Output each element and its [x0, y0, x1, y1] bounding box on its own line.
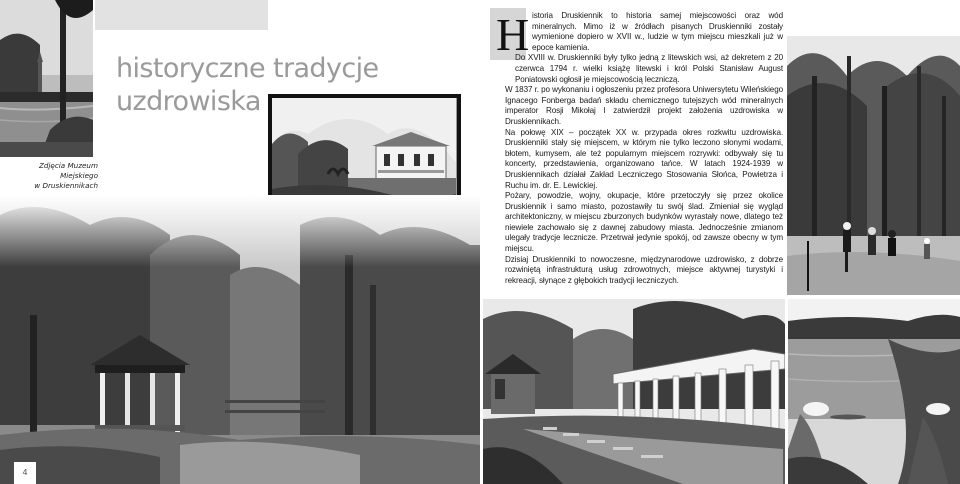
photo-caption: [8, 161, 98, 191]
paragraph-2: Do XVIII w. Druskienniki były tylko jedną z litewskich wsi, aż dekretem z 20 czerwca 1794 r. wielki książę litewski i król Polski Stanisław August Poniatowski ogłosił je miejscowością leczniczą.: [515, 53, 783, 84]
caption-line-1: Zdjęcia Muzeum Miejskiego: [38, 161, 98, 180]
right-page: [480, 0, 960, 484]
title-line-1: historyczne tradycje: [116, 53, 379, 84]
paragraph-4: Na połowę XIX – początek XX w. przypada okres rozkwitu uzdrowiska. Druskienniki stały się miejscem, w którym nie tylko leczono słonymi wodami, błotem, kumysem, ale też popularnym miejscem rozrywki: odbywały się tu koncerty, przedstawienia, organizowano tańce. W latach 1924-1939 w Druskiennikach działał Zakład Leczniczego Stosowania Słońca, Powietrza i Ruchu im. dr. E. Lewickiej.: [505, 127, 783, 190]
paragraph-3: W 1837 r. po wykonaniu i ogłoszeniu przez profesora Uniwersytetu Wileńskiego Ignacego Fonberga badań składu chemicznego tutejszych wód mineralnych imperator Rosji Mikołaj I zatwierdził projekt założenia uzdrowiska w Druskiennikach.: [505, 85, 783, 126]
photo-river-bathers: [788, 299, 960, 484]
photo-park-pavilion: [0, 195, 480, 484]
page-number: 4: [14, 462, 36, 484]
photo-lake-church: [0, 0, 93, 157]
title-tab: [95, 0, 268, 30]
paragraph-6: Dzisiaj Druskienniki to nowoczesne, międzynarodowe uzdrowisko, z dobrze rozwiniętą infrastrukturą usług zdrowotnych, miejsce aktywnej turystyki i rekreacji, słynące z głębokich tradycji leczniczych.: [505, 254, 783, 285]
title-line-2: uzdrowiska: [116, 86, 261, 117]
article-body: [505, 11, 783, 286]
paragraph-1: istoria Druskiennik to historia samej miejscowości oraz wód mineralnych. Mimo iż w źródłach pisanych Druskienniki zostały wymienione dopiero w XVII w., ludzie w tym miejscu mieszkali już w epoce kamienia.: [532, 11, 783, 52]
photo-forest-games: [787, 36, 960, 295]
caption-line-2: w Druskiennikach: [34, 181, 98, 190]
drop-cap-letter: H: [496, 9, 530, 60]
paragraph-5: Pożary, powodzie, wojny, okupacje, które przetoczyły się przez okolice Druskiennik i samo miasto, pozostawiły tu swój ślad. Zmieniał się wygląd architektoniczny, w miejscu zburzonych budynków wyrastały nowe, dlatego też niewiele zachowało się z dawnej zabudowy miasta. Jednocześnie zmianom ulegały tradycje lecznicze. Przetrwał jedynie spokój, od zawsze obecny w tym miejscu.: [505, 191, 783, 254]
photo-colonnade: [483, 299, 785, 484]
